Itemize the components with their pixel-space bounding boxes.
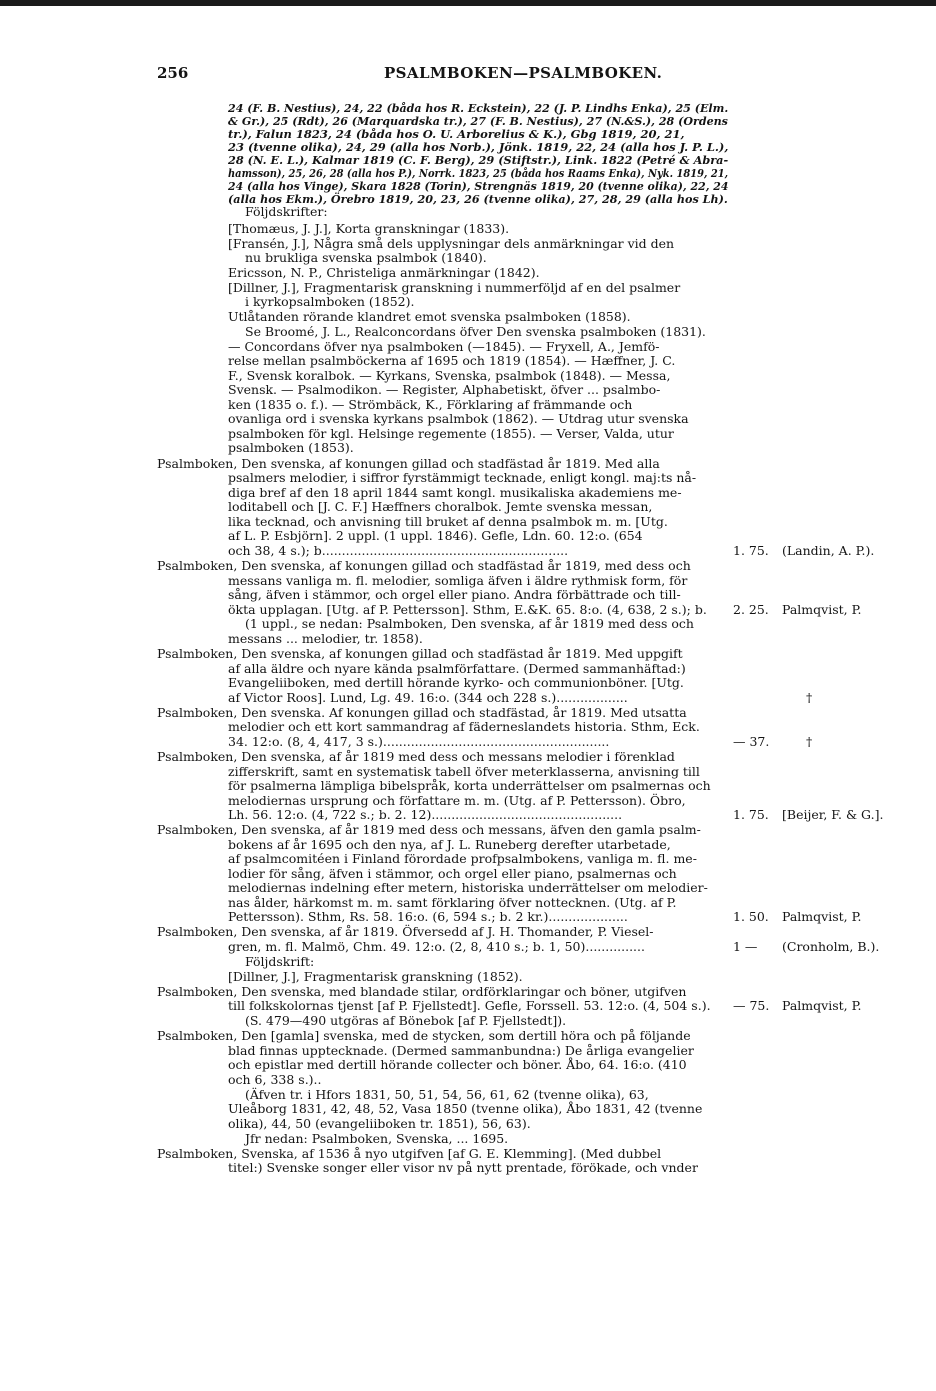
publisher-name: Palmqvist, P.	[782, 909, 862, 924]
text-line: zifferskrift, samt en systematisk tabell öfver meterklasserna, anvisning till	[228, 764, 700, 779]
publisher-name: (Landin, A. P.).	[782, 543, 875, 558]
publisher-name: Palmqvist, P.	[782, 998, 862, 1013]
text-line: 24 (alla hos Vinge), Skara 1828 (Torin), Strengnäs 1819, 20 (tvenne olika), 22, 24	[228, 179, 729, 193]
text-line: & Gr.), 25 (Rdt), 26 (Marquardska tr.), 27 (F. B. Nestius), 27 (N.&S.), 28 (Ordens	[228, 114, 728, 128]
text-line: (alla hos Ekm.), Örebro 1819, 20, 23, 26 (tvenne olika), 27, 28, 29 (alla hos Lh).	[228, 192, 728, 206]
text-line: för psalmerna lämpliga bibelspråk, korta underrättelser om psalmernas och	[228, 778, 711, 793]
text-line: 23 (tvenne olika), 24, 29 (alla hos Norb.), Jönk. 1819, 22, 24 (alla hos J. P. L.),	[228, 140, 729, 154]
text-line: 24 (F. B. Nestius), 24, 22 (båda hos R. Eckstein), 22 (J. P. Lindhs Enka), 25 (Elm.	[228, 101, 729, 115]
text-line: [Thomæus, J. J.], Korta granskningar (1833).	[228, 221, 510, 236]
text-line: i kyrkopsalmboken (1852).	[245, 294, 415, 309]
text-line: blad finnas upptecknade. (Dermed sammanbundna:) De årliga evangelier	[228, 1043, 694, 1058]
text-line: 28 (N. E. L.), Kalmar 1819 (C. F. Berg), 29 (Stiftstr.), Link. 1822 (Petré & Abra-	[228, 153, 729, 167]
text-line: olika), 44, 50 (evangeliiboken tr. 1851), 56, 63).	[228, 1116, 531, 1131]
running-head: PSALMBOKEN—PSALMBOKEN.	[384, 64, 663, 82]
text-line: (1 uppl., se nedan: Psalmboken, Den svenska, af år 1819 med dess och	[245, 616, 694, 631]
price-value: — 75.	[733, 998, 770, 1013]
text-line: (S. 479—490 utgöras af Bönebok [af P. Fjellstedt]).	[245, 1013, 567, 1028]
text-line: Psalmboken, Den svenska, af konungen gillad och stadfästad år 1819. Med uppgift	[157, 646, 683, 661]
text-line: ken (1835 o. f.). — Strömbäck, K., Förklaring af främmande och	[228, 397, 633, 412]
text-line: nas ålder, härkomst m. m. samt förklaring öfver nottecknen. (Utg. af P.	[228, 895, 677, 910]
text-line: melodier och ett kort sammandrag af fäderneslandets historia. Sthm, Eck.	[228, 719, 700, 734]
text-line: Följdskrifter:	[245, 204, 328, 219]
text-line: relse mellan psalmböckerna af 1695 och 1819 (1854). — Hæffner, J. C.	[228, 353, 676, 368]
text-line: Svensk. — Psalmodikon. — Register, Alphabetiskt, öfver ... psalmbo-	[228, 382, 661, 397]
text-line: Psalmboken, Den svenska, med blandade stilar, ordförklaringar och böner, utgifven	[157, 984, 687, 999]
publisher-name: Palmqvist, P.	[782, 602, 862, 617]
text-line: af Victor Roos]. Lund, Lg. 49. 16:o. (344 och 228 s.)..................	[228, 690, 628, 705]
text-line: gren, m. fl. Malmö, Chm. 49. 12:o. (2, 8, 410 s.; b. 1, 50)...............	[228, 939, 645, 954]
page-number: 256	[157, 64, 189, 82]
text-line: 34. 12:o. (8, 4, 417, 3 s.).........................................................	[228, 734, 610, 749]
text-line: Evangeliiboken, med dertill hörande kyrko- och communionböner. [Utg.	[228, 675, 684, 690]
text-line: Ericsson, N. P., Christeliga anmärkningar (1842).	[228, 265, 540, 280]
text-line: af L. P. Esbjörn]. 2 uppl. (1 uppl. 1846). Gefle, Ldn. 60. 12:o. (654	[228, 528, 643, 543]
text-line: psalmboken (1853).	[228, 440, 354, 455]
text-line: titel:) Svenske songer eller visor nv på nytt prentade, förökade, och vnder	[228, 1160, 698, 1175]
text-line: Psalmboken, Svenska, af 1536 å nyo utgifven [af G. E. Klemming]. (Med dubbel	[157, 1146, 662, 1161]
text-line: Utlåtanden rörande klandret emot svenska psalmboken (1858).	[228, 309, 631, 324]
text-line: ovanliga ord i svenska kyrkans psalmbok (1862). — Utdrag utur svenska	[228, 411, 689, 426]
text-line: och epistlar med dertill hörande collecter och böner. Åbo, 64. 16:o. (410	[228, 1057, 687, 1072]
text-line: Psalmboken, Den svenska, af konungen gillad och stadfästad år 1819, med dess och	[157, 558, 691, 573]
text-line: Psalmboken, Den svenska, af konungen gillad och stadfästad år 1819. Med alla	[157, 456, 660, 471]
text-line: af psalmcomitéen i Finland förordade profpsalmbokens, vanliga m. fl. me-	[228, 851, 697, 866]
text-line: F., Svensk koralbok. — Kyrkans, Svenska, psalmbok (1848). — Messa,	[228, 368, 671, 383]
text-line: (Äfven tr. i Hfors 1831, 50, 51, 54, 56, 61, 62 (tvenne olika), 63,	[245, 1087, 649, 1102]
text-line: Följdskrift:	[245, 954, 315, 969]
text-line: messans vanliga m. fl. melodier, somliga äfven i äldre rythmisk form, för	[228, 573, 688, 588]
price-value: 1. 75.	[733, 807, 769, 822]
text-line: — Concordans öfver nya psalmboken (—1845). — Fryxell, A., Jemfö-	[228, 339, 660, 354]
text-line: och 6, 338 s.)..	[228, 1072, 322, 1087]
text-line: melodiernas indelning efter metern, historiska underrättelser om melodier-	[228, 880, 708, 895]
text-line: lika tecknad, och anvisning till bruket af denna psalmbok m. m. [Utg.	[228, 514, 668, 529]
text-line: Psalmboken, Den svenska. Af konungen gillad och stadfästad, år 1819. Med utsatta	[157, 705, 687, 720]
price-value: 2. 25.	[733, 602, 769, 617]
text-line: nu brukliga svenska psalmbok (1840).	[245, 250, 487, 265]
text-line: Psalmboken, Den [gamla] svenska, med de stycken, som dertill höra och på följande	[157, 1028, 691, 1043]
publisher-name: [Beijer, F. & G.].	[782, 807, 884, 822]
text-line: tr.), Falun 1823, 24 (båda hos O. U. Arborelius & K.), Gbg 1819, 20, 21,	[228, 127, 685, 141]
text-line: psalmboken för kgl. Helsinge regemente (1855). — Verser, Valda, utur	[228, 426, 674, 441]
text-line: af alla äldre och nyare kända psalmförfattare. (Dermed sammanhäftad:)	[228, 661, 686, 676]
text-line: [Fransén, J.], Några små dels upplysningar dels anmärkningar vid den	[228, 236, 675, 251]
text-line: och 38, 4 s.); b..............................................................	[228, 543, 569, 558]
text-line: [Dillner, J.], Fragmentarisk granskning (1852).	[228, 969, 523, 984]
price-value: 1 —	[733, 939, 758, 954]
publisher-name: †	[806, 690, 813, 705]
price-value: 1. 75.	[733, 543, 769, 558]
publisher-name: (Cronholm, B.).	[782, 939, 880, 954]
text-line: Psalmboken, Den svenska, af år 1819 med dess och messans melodier i förenklad	[157, 749, 675, 764]
text-line: lodier för sång, äfven i stämmor, och orgel eller piano, psalmernas och	[228, 866, 677, 881]
text-line: till folkskolornas tjenst [af P. Fjellstedt]. Gefle, Forssell. 53. 12:o. (4, 504 s.).	[228, 998, 711, 1013]
text-line: psalmers melodier, i siffror fyrstämmigt tecknade, enligt kongl. maj:ts nå-	[228, 470, 697, 485]
text-line: melodiernas ursprung och författare m. m. (Utg. af P. Pettersson). Öbro,	[228, 793, 686, 808]
text-line: Uleåborg 1831, 42, 48, 52, Vasa 1850 (tvenne olika), Åbo 1831, 42 (tvenne	[228, 1101, 703, 1116]
text-line: Pettersson). Sthm, Rs. 58. 16:o. (6, 594 s.; b. 2 kr.)....................	[228, 909, 628, 924]
publisher-name: †	[806, 734, 813, 749]
text-line: diga bref af den 18 april 1844 samt kongl. musikaliska akademiens me-	[228, 485, 682, 500]
text-line: bokens af år 1695 och den nya, af J. L. Runeberg derefter utarbetade,	[228, 837, 671, 852]
text-line: ökta upplagan. [Utg. af P. Pettersson]. Sthm, E.&K. 65. 8:o. (4, 638, 2 s.); b.	[228, 602, 707, 617]
text-line: Lh. 56. 12:o. (4, 722 s.; b. 2. 12)................................................	[228, 807, 623, 822]
scan-top-edge	[0, 0, 936, 6]
text-line: [Dillner, J.], Fragmentarisk granskning i nummerföljd af en del psalmer	[228, 280, 681, 295]
text-line: Psalmboken, Den svenska, af år 1819 med dess och messans, äfven den gamla psalm-	[157, 822, 701, 837]
text-line: Jfr nedan: Psalmboken, Svenska, ... 1695.	[245, 1131, 509, 1146]
price-value: 1. 50.	[733, 909, 769, 924]
text-line: hamsson), 25, 26, 28 (alla hos P.), Norrk. 1823, 25 (båda hos Raams Enka), Nyk. 1819, 21,	[228, 166, 729, 180]
text-line: Se Broomé, J. L., Realconcordans öfver Den svenska psalmboken (1831).	[245, 324, 706, 339]
text-line: loditabell och [J. C. F.] Hæffners choralbok. Jemte svenska messan,	[228, 499, 653, 514]
text-line: Psalmboken, Den svenska, af år 1819. Öfversedd af J. H. Thomander, P. Viesel-	[157, 924, 654, 939]
price-value: — 37.	[733, 734, 770, 749]
text-line: sång, äfven i stämmor, och orgel eller piano. Andra förbättrade och till-	[228, 587, 681, 602]
text-line: messans ... melodier, tr. 1858).	[228, 631, 423, 646]
